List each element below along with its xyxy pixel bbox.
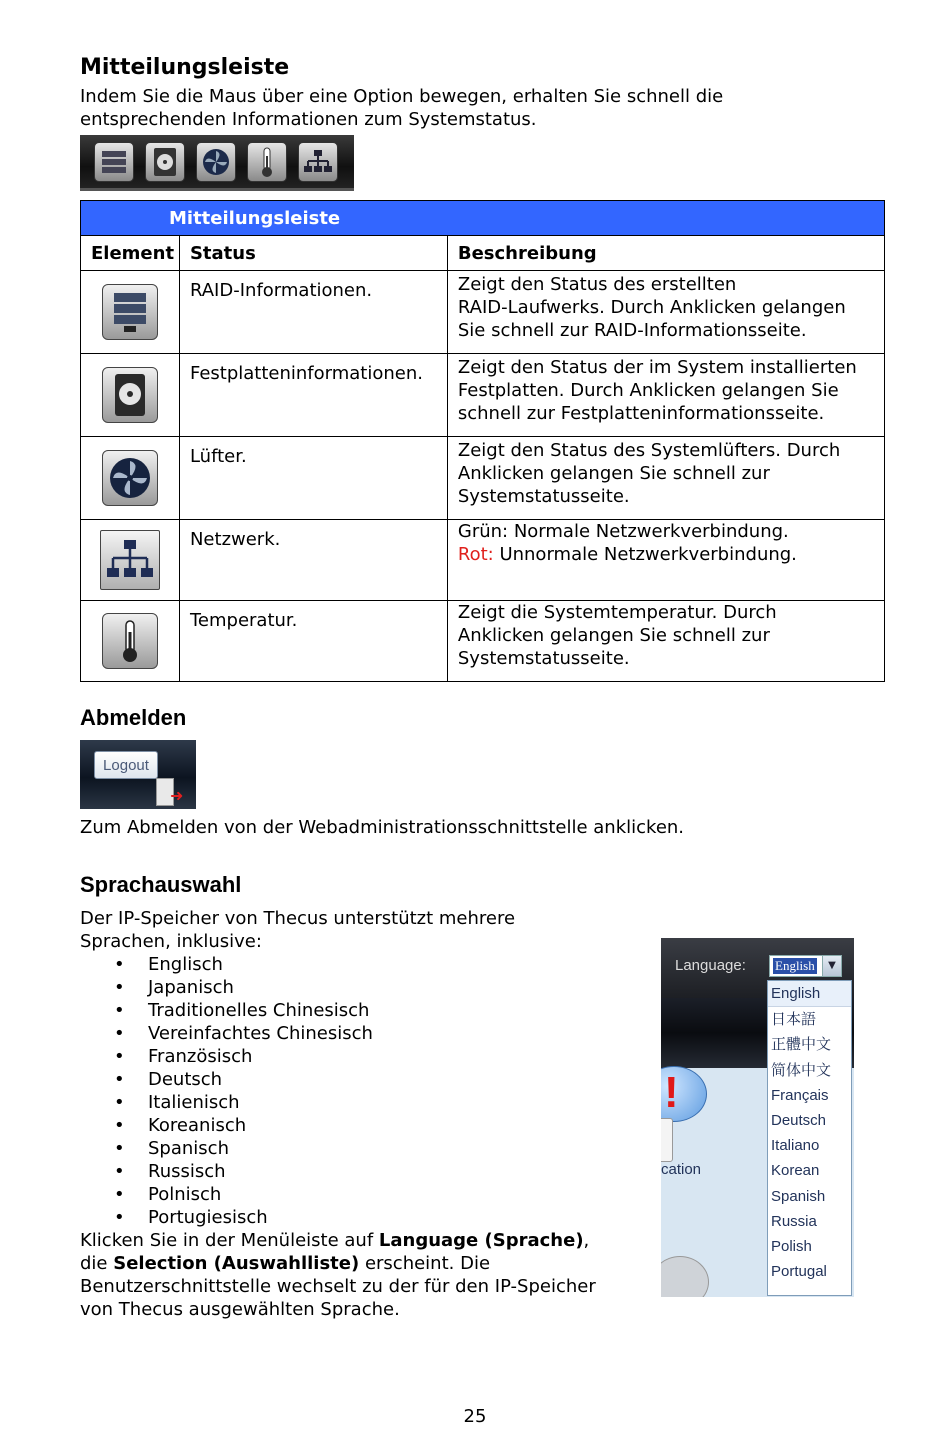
description-cell [447,601,884,682]
list-item: • Italienisch [80,1091,580,1114]
notification-table [80,200,885,682]
language-option[interactable]: 日本語 [771,1011,817,1029]
list-item: • Traditionelles Chinesisch [80,999,580,1022]
para-bold-selection: Selection (Auswahlliste) [113,1253,360,1274]
list-item: • Polnisch [80,1183,580,1206]
disk-icon [102,367,158,423]
temperature-icon[interactable] [247,142,287,182]
language-para-2 [80,1252,490,1275]
list-item: • Japanisch [80,976,580,999]
language-para-3: Benutzerschnittstelle wechselt zu der für den IP-Speicher [80,1276,596,1297]
language-option[interactable]: Spanish [771,1187,826,1205]
list-item: • Englisch [80,953,580,976]
table-row [81,601,885,682]
partial-label: cation [661,1161,702,1178]
language-para-1 [80,1229,589,1252]
section-title-notification-bar: Mitteilungsleiste [80,55,290,80]
desc-line: Systemstatusseite. [457,486,630,507]
status-cell: Temperatur. [179,601,447,682]
red-rest: Unnormale Netzwerkverbindung. [493,544,797,565]
logout-button[interactable]: Logout [94,751,158,779]
table-title [81,201,885,236]
table-row [81,437,885,520]
status-cell: Lüfter. [179,437,447,520]
table-row [81,520,885,601]
para-text: Klicken Sie in der Menüleiste auf [80,1230,379,1251]
fan-icon[interactable] [196,142,236,182]
raid-icon[interactable] [94,142,134,182]
language-intro-2: Sprachen, inklusive: [80,931,262,952]
language-para-4: von Thecus ausgewählten Sprache. [80,1299,400,1320]
page-number: 25 [463,1406,487,1427]
status-cell: Festplatteninformationen. [179,354,447,437]
section-title-language: Sprachauswahl [80,872,242,897]
desc-line: Anklicken gelangen Sie schnell zur [457,625,770,646]
desc-line: Zeigt die Systemtemperatur. Durch [457,602,777,623]
para-bold-language: Language (Sprache) [378,1230,584,1251]
language-option[interactable]: Russia [771,1212,817,1230]
language-list [80,953,580,1229]
desc-line: Zeigt den Status der im System installierten [457,357,857,378]
language-option[interactable]: 正體中文 [771,1036,832,1054]
desc-line-green: Grün: Normale Netzwerkverbindung. [457,521,789,542]
red-label: Rot: [457,544,494,565]
language-option[interactable]: Français [771,1086,829,1104]
para-text: , [583,1230,590,1251]
language-option[interactable]: Korean [771,1162,820,1180]
para-text: die [80,1253,114,1274]
raid-icon [102,284,158,340]
language-dropdown [767,980,852,1296]
language-option[interactable]: Deutsch [771,1111,827,1129]
language-option[interactable]: Portugal [771,1263,827,1281]
warning-icon: ! [661,1066,707,1122]
network-icon [100,530,160,590]
desc-line: Anklicken gelangen Sie schnell zur [457,463,770,484]
desc-line-red [458,543,874,566]
logout-text: Zum Abmelden von der Webadministrationsschnittstelle anklicken. [80,817,685,838]
list-item: • Spanisch [80,1137,580,1160]
desc-line: Festplatten. Durch Anklicken gelangen Sie [457,380,839,401]
list-item: • Vereinfachtes Chinesisch [80,1022,580,1045]
logout-image [80,740,196,809]
disk-icon[interactable] [145,142,185,182]
intro-line-2: entsprechenden Informationen zum Systemstatus. [80,109,537,130]
network-icon[interactable] [298,142,338,182]
exit-arrow-icon: ➜ [170,786,184,805]
header-element: Element [81,236,180,271]
intro-line-1: Indem Sie die Maus über eine Option bewegen, erhalten Sie schnell die [80,86,724,107]
language-option[interactable]: English [768,981,851,1007]
language-option[interactable]: Polish [771,1237,812,1255]
language-select-value: English [775,958,815,973]
list-item: • Deutsch [80,1068,580,1091]
table-row [81,271,885,354]
list-item: • Portugiesisch [80,1206,580,1229]
chevron-down-icon[interactable]: ▼ [822,956,841,976]
table-row [81,354,885,437]
description-cell [447,354,884,437]
desc-line: RAID-Laufwerks. Durch Anklicken gelangen [457,297,846,318]
status-cell: Netzwerk. [179,520,447,601]
section-title-logout: Abmelden [80,705,187,730]
fan-icon [102,450,158,506]
list-item: • Russisch [80,1160,580,1183]
desc-line: Zeigt den Status des erstellten [457,274,737,295]
description-cell [447,437,884,520]
language-intro-1: Der IP-Speicher von Thecus unterstützt mehrere [80,908,516,929]
language-select[interactable] [769,955,842,977]
desc-line: Systemstatusseite. [457,648,630,669]
list-item: • Französisch [80,1045,580,1068]
notification-bar-image [80,135,354,191]
table-title-text: Mitteilungsleiste [169,207,341,229]
language-screenshot [661,938,854,1297]
header-status: Status [179,236,447,271]
language-option[interactable]: 简体中文 [771,1061,832,1079]
temperature-icon [102,613,158,669]
description-cell [447,271,884,354]
desc-line: Zeigt den Status des Systemlüfters. Durch [457,440,841,461]
language-label: Language: [675,957,746,974]
para-text: erscheint. Die [359,1253,491,1274]
desc-line: schnell zur Festplatteninformationsseite. [457,403,825,424]
status-cell: RAID-Informationen. [179,271,447,354]
description-cell [447,520,884,601]
desc-line: Sie schnell zur RAID-Informationsseite. [457,320,807,341]
header-description: Beschreibung [447,236,884,271]
language-option[interactable]: Italiano [771,1137,820,1155]
list-item: • Koreanisch [80,1114,580,1137]
